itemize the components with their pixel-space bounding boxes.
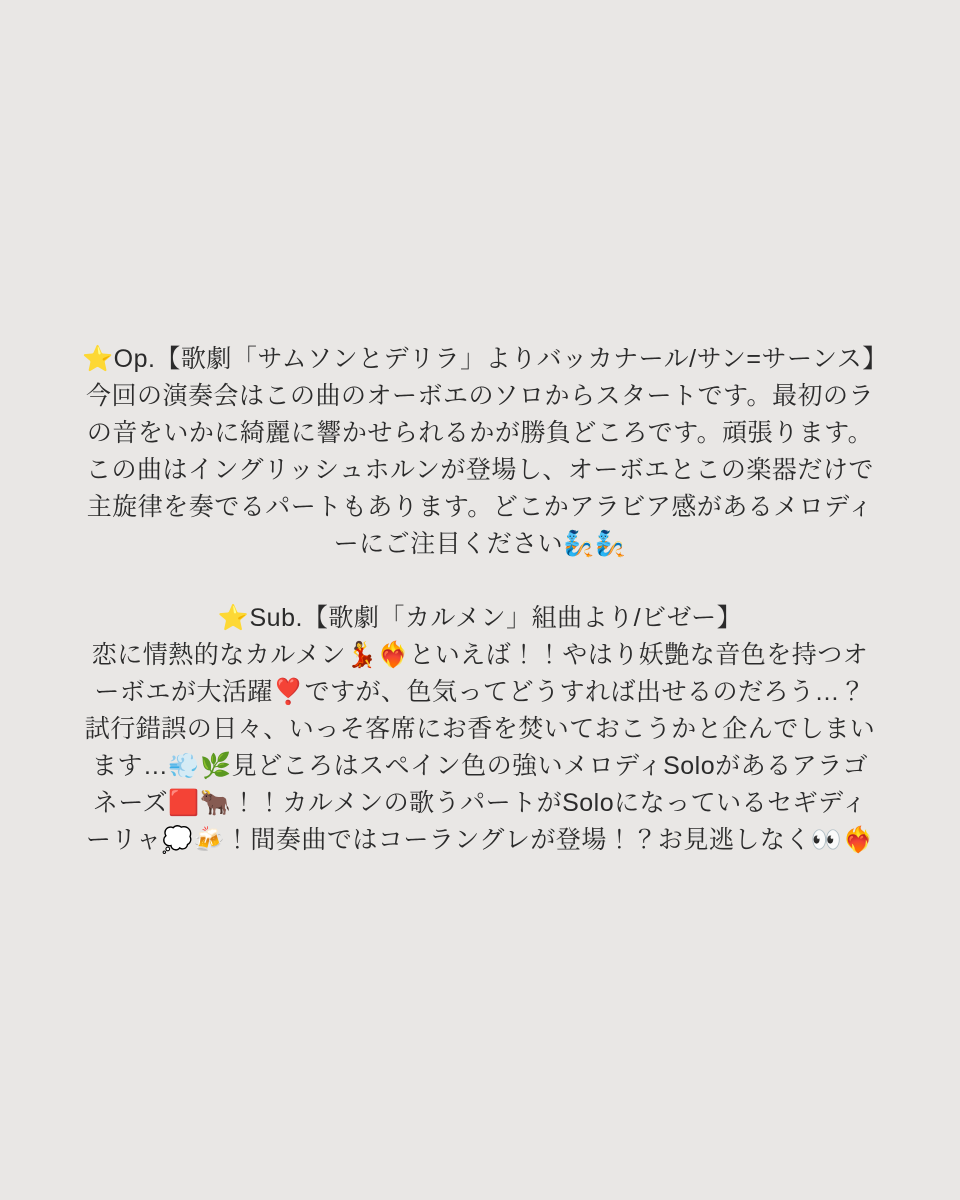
opening-piece-description: 今回の演奏会はこの曲のオーボエのソロからスタートです。最初のラの音をいかに綺麗に響かせられるかが勝負どころです。頑張ります。この曲はイングリッシュホルンが登場し、オーボエとこの楽器だけで主旋律を奏でるパートもあります。どこかアラビア感があるメロディーにご注目ください🧞🧞 [85,382,874,558]
program-notes [82,341,888,859]
sub-piece-description: 恋に情熱的なカルメン💃❤️‍🔥といえば！！やはり妖艶な音色を持つオーボエが大活躍❣️ですが、色気ってどうすれば出せるのだろう…？試行錯誤の日々、いっそ客席にお香を焚いておこうかと企んでしまいます…💨🌿見どころはスペイン色の強いメロディSoloがあるアラゴネーズ🟥🐂！！カルメンの歌うパートがSoloになっているセギディーリャ💭🍻！間奏曲ではコーラングレが登場！？お見逃しなく👀❤️‍🔥 [84,641,876,854]
opening-piece-title: ⭐Op.【歌劇「サムソンとデリラ」よりバッカナール/サン=サーンス】 [82,345,888,373]
section-opening-piece [82,341,888,563]
sub-piece-title: ⭐Sub.【歌劇「カルメン」組曲より/ビゼー】 [217,604,743,632]
section-sub-piece [82,600,878,859]
